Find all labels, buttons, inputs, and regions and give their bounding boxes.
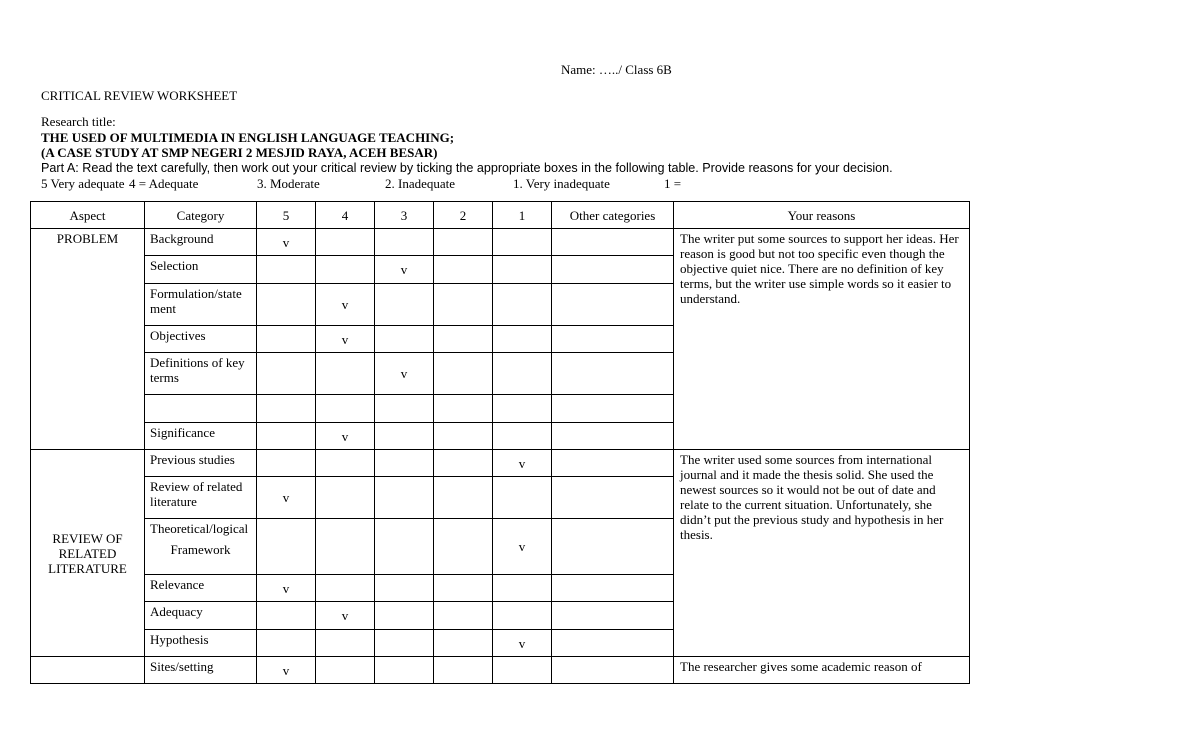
aspect-empty-cell xyxy=(31,657,145,684)
category-cell: Significance xyxy=(145,423,257,450)
rating-3-cell[interactable] xyxy=(375,256,434,284)
scale-5: 5 Very adequate xyxy=(41,176,125,191)
rating-3-cell[interactable] xyxy=(375,284,434,326)
rating-1-cell[interactable] xyxy=(493,353,552,395)
category-cell: Background xyxy=(145,229,257,256)
other-categories-cell[interactable] xyxy=(552,450,674,477)
rating-3-cell[interactable] xyxy=(375,395,434,423)
rating-2-cell[interactable] xyxy=(434,602,493,630)
rating-1-cell[interactable] xyxy=(493,575,552,602)
rating-2-cell[interactable] xyxy=(434,229,493,256)
rating-1-cell[interactable] xyxy=(493,256,552,284)
research-title-label: Research title: xyxy=(41,114,116,129)
rating-2-cell[interactable] xyxy=(434,575,493,602)
other-categories-cell[interactable] xyxy=(552,326,674,353)
header-3: 3 xyxy=(375,202,434,229)
header-your-reasons: Your reasons xyxy=(674,202,970,229)
scale-3: 3. Moderate xyxy=(257,176,320,191)
rating-5-cell[interactable] xyxy=(257,630,316,657)
rating-3-cell[interactable] xyxy=(375,477,434,519)
rating-4-cell[interactable] xyxy=(316,630,375,657)
rating-4-cell[interactable] xyxy=(316,353,375,395)
other-categories-cell[interactable] xyxy=(552,477,674,519)
rating-2-cell[interactable] xyxy=(434,450,493,477)
aspect-review-of-related-literature: REVIEW OF RELATED LITERATURE xyxy=(31,450,145,657)
rating-3-cell[interactable] xyxy=(375,423,434,450)
rating-4-cell[interactable] xyxy=(316,519,375,575)
critical-review-table xyxy=(30,201,970,684)
other-categories-cell[interactable] xyxy=(552,657,674,684)
category-cell[interactable] xyxy=(145,395,257,423)
rating-1-cell[interactable] xyxy=(493,284,552,326)
rating-3-cell[interactable] xyxy=(375,326,434,353)
rating-4-cell[interactable] xyxy=(316,602,375,630)
rating-2-cell[interactable] xyxy=(434,519,493,575)
header-row xyxy=(31,202,970,229)
scale-1: 1. Very inadequate xyxy=(513,176,610,191)
other-categories-cell[interactable] xyxy=(552,395,674,423)
tick-mark: v xyxy=(518,539,526,554)
header-other-categories: Other categories xyxy=(552,202,674,229)
tick-mark: v xyxy=(341,297,349,312)
category-cell: Hypothesis xyxy=(145,630,257,657)
reason-sites: The researcher gives some academic reason of xyxy=(674,657,970,684)
rating-2-cell[interactable] xyxy=(434,353,493,395)
scale-4: 4 = Adequate xyxy=(129,176,199,191)
rating-2-cell[interactable] xyxy=(434,630,493,657)
category-cell: Review of related literature xyxy=(145,477,257,519)
reason-problem: The writer put some sources to support her ideas. Her reason is good but not too specific even though the objective quiet nice. There are no definition of key terms, but the writer use simple words so it easier to understand. xyxy=(674,229,970,450)
rating-2-cell[interactable] xyxy=(434,657,493,684)
category-cell: Definitions of key terms xyxy=(145,353,257,395)
category-cell: Selection xyxy=(145,256,257,284)
rating-4-cell[interactable] xyxy=(316,477,375,519)
rating-5-cell[interactable] xyxy=(257,477,316,519)
rating-5-cell[interactable] xyxy=(257,575,316,602)
aspect-problem: PROBLEM xyxy=(31,229,145,450)
tick-mark: v xyxy=(341,428,349,444)
header-1: 1 xyxy=(493,202,552,229)
rating-5-cell[interactable] xyxy=(257,353,316,395)
category-cell: Theoretical/logical Framework xyxy=(145,519,257,575)
rating-1-cell[interactable] xyxy=(493,326,552,353)
rating-4-cell[interactable] xyxy=(316,657,375,684)
rating-4-cell[interactable] xyxy=(316,575,375,602)
other-categories-cell[interactable] xyxy=(552,284,674,326)
rating-1-cell[interactable] xyxy=(493,395,552,423)
tick-mark: v xyxy=(282,490,290,505)
other-categories-cell[interactable] xyxy=(552,256,674,284)
tick-mark: v xyxy=(282,580,290,596)
category-cell: Relevance xyxy=(145,575,257,602)
rating-5-cell[interactable] xyxy=(257,284,316,326)
table-row xyxy=(31,657,970,684)
rating-4-cell[interactable] xyxy=(316,395,375,423)
rating-2-cell[interactable] xyxy=(434,477,493,519)
header-4: 4 xyxy=(316,202,375,229)
rating-4-cell[interactable] xyxy=(316,423,375,450)
category-cell: Adequacy xyxy=(145,602,257,630)
rating-5-cell[interactable] xyxy=(257,395,316,423)
rating-3-cell[interactable] xyxy=(375,519,434,575)
other-categories-cell[interactable] xyxy=(552,423,674,450)
reason-review: The writer used some sources from international journal and it made the thesis solid. She used the newest sources so it would not be out of date and relate to the current situation. Unfortunately, she didn’t put the previous study and hypothesis in her thesis. xyxy=(674,450,970,657)
tick-mark: v xyxy=(282,234,290,250)
rating-3-cell[interactable] xyxy=(375,575,434,602)
rating-1-cell[interactable] xyxy=(493,229,552,256)
header-aspect: Aspect xyxy=(31,202,145,229)
scale-2: 2. Inadequate xyxy=(385,176,456,191)
rating-2-cell[interactable] xyxy=(434,423,493,450)
tick-mark: v xyxy=(518,455,526,471)
category-cell: Previous studies xyxy=(145,450,257,477)
category-cell: Objectives xyxy=(145,326,257,353)
rating-1-cell[interactable] xyxy=(493,602,552,630)
table-row xyxy=(31,450,970,477)
rating-2-cell[interactable] xyxy=(434,284,493,326)
rating-5-cell[interactable] xyxy=(257,657,316,684)
other-categories-cell[interactable] xyxy=(552,575,674,602)
rating-3-cell[interactable] xyxy=(375,450,434,477)
tick-mark: v xyxy=(282,662,290,678)
rating-4-cell[interactable] xyxy=(316,229,375,256)
rating-5-cell[interactable] xyxy=(257,326,316,353)
category-cell: Sites/setting xyxy=(145,657,257,684)
category-cell: Formulation/state ment xyxy=(145,284,257,326)
other-categories-cell[interactable] xyxy=(552,519,674,575)
research-title-line-2: (A CASE STUDY AT SMP NEGERI 2 MESJID RAYA, ACEH BESAR) xyxy=(41,145,438,160)
rating-3-cell[interactable] xyxy=(375,353,434,395)
scale-1b: 1 = xyxy=(664,176,682,191)
rating-5-cell[interactable] xyxy=(257,256,316,284)
rating-1-cell[interactable] xyxy=(493,657,552,684)
rating-5-cell[interactable] xyxy=(257,602,316,630)
other-categories-cell[interactable] xyxy=(552,353,674,395)
rating-2-cell[interactable] xyxy=(434,326,493,353)
rating-1-cell[interactable] xyxy=(493,630,552,657)
rating-2-cell[interactable] xyxy=(434,256,493,284)
worksheet-title: CRITICAL REVIEW WORKSHEET xyxy=(41,88,238,103)
rating-1-cell[interactable] xyxy=(493,423,552,450)
rating-3-cell[interactable] xyxy=(375,229,434,256)
rating-4-cell[interactable] xyxy=(316,284,375,326)
rating-5-cell[interactable] xyxy=(257,423,316,450)
tick-mark: v xyxy=(341,608,349,623)
header-category: Category xyxy=(145,202,257,229)
rating-1-cell[interactable] xyxy=(493,477,552,519)
header-2: 2 xyxy=(434,202,493,229)
rating-1-cell[interactable] xyxy=(493,450,552,477)
table-row xyxy=(31,229,970,256)
research-title-line-1: THE USED OF MULTIMEDIA IN ENGLISH LANGUAGE TEACHING; xyxy=(41,130,455,145)
rating-4-cell[interactable] xyxy=(316,256,375,284)
name-class-line: Name: …../ Class 6B xyxy=(561,62,672,77)
rating-5-cell[interactable] xyxy=(257,450,316,477)
rating-5-cell[interactable] xyxy=(257,519,316,575)
rating-3-cell[interactable] xyxy=(375,602,434,630)
rating-2-cell[interactable] xyxy=(434,395,493,423)
tick-mark: v xyxy=(400,262,408,277)
rating-4-cell[interactable] xyxy=(316,326,375,353)
rating-5-cell[interactable] xyxy=(257,229,316,256)
header-5: 5 xyxy=(257,202,316,229)
tick-mark: v xyxy=(518,635,526,651)
rating-4-cell[interactable] xyxy=(316,450,375,477)
rating-1-cell[interactable] xyxy=(493,519,552,575)
rating-3-cell[interactable] xyxy=(375,630,434,657)
other-categories-cell[interactable] xyxy=(552,229,674,256)
tick-mark: v xyxy=(400,366,408,381)
rating-3-cell[interactable] xyxy=(375,657,434,684)
tick-mark: v xyxy=(341,331,349,347)
instructions: Part A: Read the text carefully, then work out your critical review by ticking the appropriate boxes in the following table. Provide reasons for your decision. xyxy=(41,161,893,175)
other-categories-cell[interactable] xyxy=(552,630,674,657)
other-categories-cell[interactable] xyxy=(552,602,674,630)
